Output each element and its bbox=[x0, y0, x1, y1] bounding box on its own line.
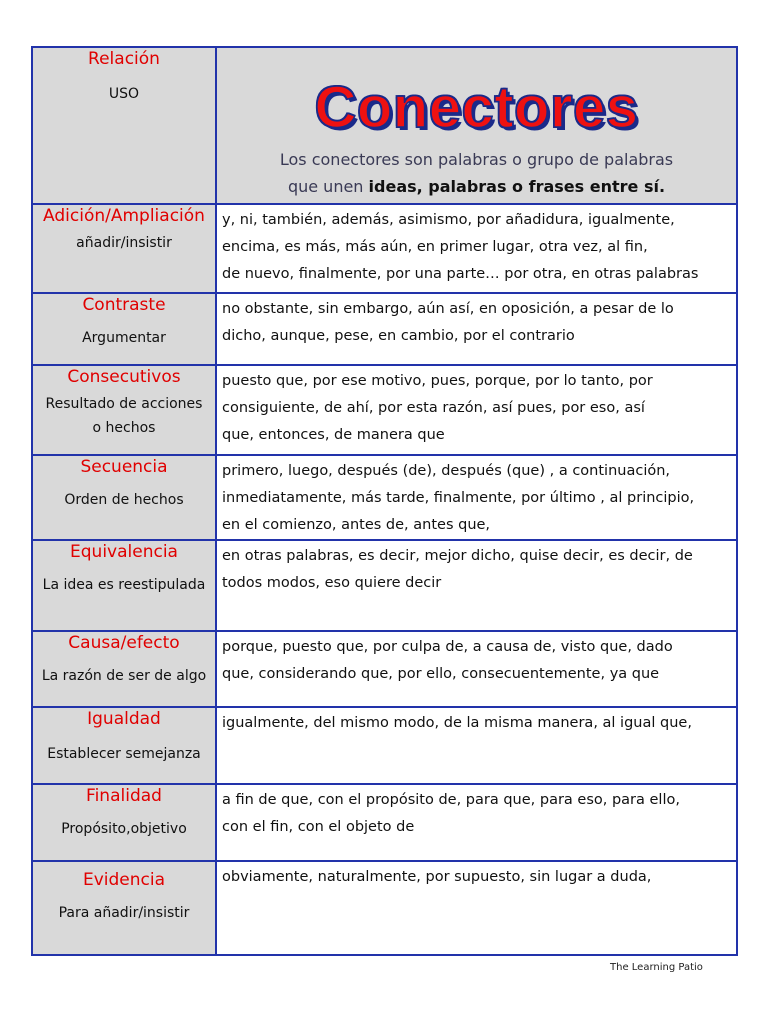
relation-name: Finalidad bbox=[86, 786, 162, 806]
use-column-title: USO bbox=[108, 86, 140, 102]
relation-use: Orden de hechos bbox=[64, 492, 184, 508]
relation-name: Evidencia bbox=[82, 870, 166, 890]
connectors-cell bbox=[216, 293, 736, 365]
connectors-line: en el comienzo, antes de, antes que, bbox=[222, 517, 491, 533]
connectors-line: a fin de que, con el propósito de, para que, para eso, para ello, bbox=[222, 792, 680, 808]
relation-name: Consecutivos bbox=[67, 367, 181, 387]
relation-name: Causa/efecto bbox=[68, 633, 180, 653]
relation-use: Propósito,objetivo bbox=[61, 821, 187, 837]
table-row bbox=[33, 204, 736, 293]
connectors-text bbox=[217, 294, 736, 350]
connectors-line: en otras palabras, es decir, mejor dicho, quise decir, es decir, de bbox=[222, 548, 693, 564]
relation-cell bbox=[33, 455, 216, 540]
relation-use: La razón de ser de algo bbox=[41, 668, 207, 684]
connectors-text bbox=[217, 708, 736, 737]
relation-name: Igualdad bbox=[87, 709, 161, 729]
connectors-line: igualmente, del mismo modo, de la misma manera, al igual que, bbox=[222, 715, 692, 731]
connectors-text bbox=[217, 456, 736, 539]
connectors-line: dicho, aunque, pese, en cambio, por el contrario bbox=[222, 328, 575, 344]
relation-use: Establecer semejanza bbox=[47, 746, 201, 762]
table-row bbox=[33, 540, 736, 631]
relation-name: Contraste bbox=[82, 295, 166, 315]
relation-name: Secuencia bbox=[80, 457, 168, 477]
table-row bbox=[33, 365, 736, 455]
connectors-line: puesto que, por ese motivo, pues, porque, por lo tanto, por bbox=[222, 373, 653, 389]
connectors-cell bbox=[216, 455, 736, 540]
relation-cell bbox=[33, 540, 216, 631]
connectors-line: y, ni, también, además, asimismo, por añadidura, igualmente, bbox=[222, 212, 675, 228]
connectors-text bbox=[217, 541, 736, 597]
table-row bbox=[33, 631, 736, 707]
relation-use: Argumentar bbox=[82, 330, 166, 346]
relation-use: Resultado de acciones o hechos bbox=[45, 396, 203, 436]
connectors-cell bbox=[216, 540, 736, 631]
relation-cell bbox=[33, 365, 216, 455]
connectors-line: obviamente, naturalmente, por supuesto, sin lugar a duda, bbox=[222, 869, 652, 885]
relation-cell bbox=[33, 204, 216, 293]
connectors-cell bbox=[216, 365, 736, 455]
relation-cell bbox=[33, 631, 216, 707]
relation-use: añadir/insistir bbox=[76, 235, 172, 251]
table-row bbox=[33, 784, 736, 861]
description-line-2-bold: ideas, palabras o frases entre sí. bbox=[368, 177, 666, 196]
footer-credit: The Learning Patio bbox=[610, 962, 703, 973]
connectors-line: de nuevo, finalmente, por una parte… por otra, en otras palabras bbox=[222, 266, 699, 282]
connectors-line: consiguiente, de ahí, por esta razón, así pues, por eso, así bbox=[222, 400, 645, 416]
connectors-line: no obstante, sin embargo, aún así, en oposición, a pesar de lo bbox=[222, 301, 674, 317]
table-row bbox=[33, 707, 736, 784]
connectors-line: encima, es más, más aún, en primer lugar, otra vez, al fin, bbox=[222, 239, 648, 255]
connectors-line: inmediatamente, más tarde, finalmente, por último , al principio, bbox=[222, 490, 695, 506]
relation-cell bbox=[33, 861, 216, 954]
connectors-cell bbox=[216, 784, 736, 861]
connectors-text bbox=[217, 205, 736, 288]
connectors-line: todos modos, eso quiere decir bbox=[222, 575, 442, 591]
connectors-table bbox=[33, 48, 736, 954]
connectors-text bbox=[217, 632, 736, 688]
connectors-line: primero, luego, después (de), después (que) , a continuación, bbox=[222, 463, 671, 479]
connectors-cell bbox=[216, 707, 736, 784]
connectors-line: que, considerando que, por ello, consecuentemente, ya que bbox=[222, 666, 660, 682]
relation-cell bbox=[33, 707, 216, 784]
relation-name: Adición/Ampliación bbox=[43, 206, 205, 226]
relation-column-title: Relación bbox=[88, 49, 160, 69]
page-title: Conectores bbox=[314, 75, 639, 140]
description-line-2-start: que unen bbox=[287, 177, 369, 196]
header-row bbox=[33, 48, 736, 204]
relation-use: Para añadir/insistir bbox=[58, 905, 190, 921]
connectors-text bbox=[217, 862, 736, 891]
connectors-cell bbox=[216, 861, 736, 954]
connectors-cell bbox=[216, 204, 736, 293]
connectors-line: con el fin, con el objeto de bbox=[222, 819, 415, 835]
connectors-text bbox=[217, 785, 736, 841]
header-right-cell bbox=[216, 48, 736, 204]
header-left-cell bbox=[33, 48, 216, 204]
description bbox=[217, 146, 736, 200]
connectors-text bbox=[217, 366, 736, 449]
table-row bbox=[33, 455, 736, 540]
connectors-line: que, entonces, de manera que bbox=[222, 427, 445, 443]
table-row bbox=[33, 861, 736, 954]
relation-cell bbox=[33, 293, 216, 365]
description-line-1: Los conectores son palabras o grupo de palabras bbox=[279, 150, 674, 169]
connectors-cell bbox=[216, 631, 736, 707]
connectors-line: porque, puesto que, por culpa de, a causa de, visto que, dado bbox=[222, 639, 673, 655]
table-row bbox=[33, 293, 736, 365]
relation-cell bbox=[33, 784, 216, 861]
connectors-chart bbox=[31, 46, 738, 956]
relation-use: La idea es reestipulada bbox=[42, 577, 206, 593]
relation-name: Equivalencia bbox=[70, 542, 178, 562]
